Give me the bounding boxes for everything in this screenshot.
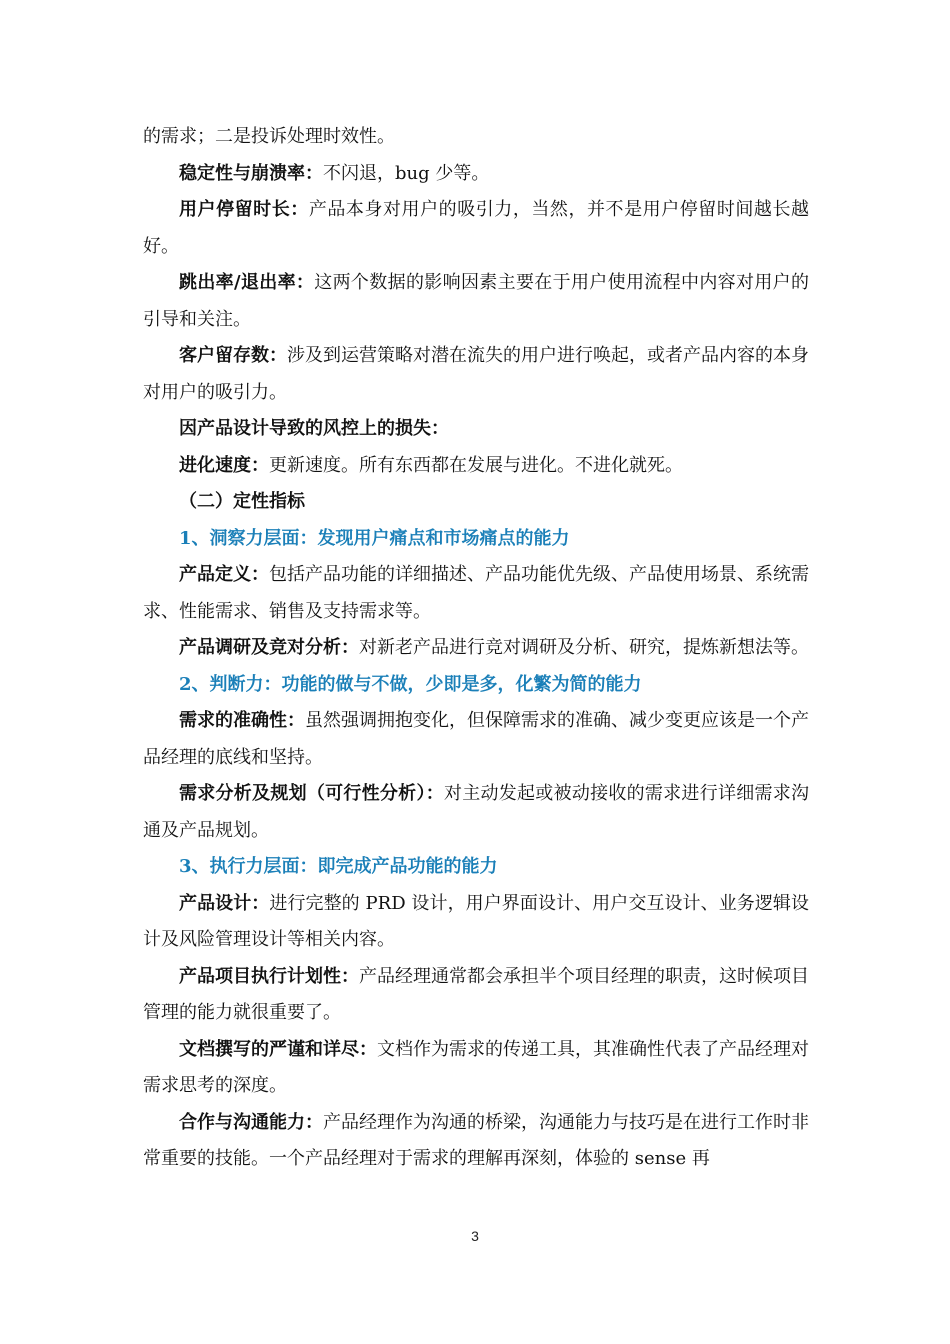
- paragraph-bounce-rate: 跳出率/退出率：这两个数据的影响因素主要在于用户使用流程中内容对用户的引导和关注。: [143, 272, 809, 330]
- page-body: [143, 119, 809, 1178]
- paragraph-retention: 客户留存数：涉及到运营策略对潜在流失的用户进行唤起，或者产品内容的本身对用户的吸引力。: [143, 345, 809, 403]
- paragraph-research: 产品调研及竞对分析：对新老产品进行竞对调研及分析、研究，提炼新想法等。: [179, 637, 809, 658]
- paragraph-product-design: 产品设计：进行完整的 PRD 设计，用户界面设计、用户交互设计、业务逻辑设计及风险管理设计等相关内容。: [143, 892, 809, 950]
- term: 跳出率/退出率：: [179, 272, 315, 293]
- paragraph-product-definition: 产品定义：包括产品功能的详细描述、产品功能优先级、产品使用场景、系统需求、性能需求、销售及支持需求等。: [143, 564, 809, 622]
- term: 合作与沟通能力：: [179, 1111, 323, 1133]
- term: 因产品设计导致的风控上的损失：: [179, 418, 449, 439]
- term: 客户留存数：: [179, 345, 287, 366]
- page-number: 3: [471, 1228, 479, 1244]
- term: 产品调研及竞对分析：: [179, 637, 359, 658]
- paragraph-planning: 产品项目执行计划性：产品经理通常都会承担半个项目经理的职责，这时候项目管理的能力就很重要了。: [143, 965, 809, 1023]
- subsection-heading-execution: 3、执行力层面：即完成产品功能的能力: [179, 856, 498, 877]
- paragraph-stability: 稳定性与崩溃率：不闪退，bug 少等。: [179, 162, 490, 184]
- term: 产品项目执行计划性：: [179, 965, 359, 987]
- subsection-heading-judgement: 2、判断力：功能的做与不做，少即是多，化繁为简的能力: [179, 673, 642, 695]
- paragraph: 的需求；二是投诉处理时效性。: [143, 126, 395, 147]
- term: 稳定性与崩溃率：: [179, 162, 323, 184]
- paragraph-documentation: 文档撰写的严谨和详尽：文档作为需求的传递工具，其准确性代表了产品经理对需求思考的深度。: [143, 1038, 809, 1096]
- paragraph-accuracy: 需求的准确性：虽然强调拥抱变化，但保障需求的准确、减少变更应该是一个产品经理的底线和坚持。: [143, 710, 809, 768]
- term: 需求分析及规划（可行性分析）：: [179, 783, 444, 804]
- paragraph-analysis: 需求分析及规划（可行性分析）：对主动发起或被动接收的需求进行详细需求沟通及产品规划。: [143, 783, 810, 841]
- term: 进化速度：: [179, 454, 269, 476]
- paragraph-risk-loss: [143, 411, 809, 448]
- subsection-heading-insight: 1、洞察力层面：发现用户痛点和市场痛点的能力: [179, 527, 570, 549]
- term: 文档撰写的严谨和详尽：: [179, 1038, 377, 1060]
- paragraph-dwell-time: 用户停留时长：产品本身对用户的吸引力，当然，并不是用户停留时间越长越好。: [143, 199, 810, 257]
- paragraph-communication: 合作与沟通能力：产品经理作为沟通的桥梁，沟通能力与技巧是在进行工作时非常重要的技能。一个产品经理对于需求的理解再深刻，体验的 sense 再: [143, 1111, 809, 1169]
- section-heading: （二）定性指标: [179, 491, 305, 512]
- term: 产品设计：: [179, 892, 270, 914]
- term: 产品定义：: [179, 564, 269, 585]
- term: 需求的准确性：: [179, 710, 305, 731]
- term: 用户停留时长：: [179, 199, 309, 220]
- paragraph-evolution: 进化速度：更新速度。所有东西都在发展与进化。不进化就死。: [179, 454, 683, 476]
